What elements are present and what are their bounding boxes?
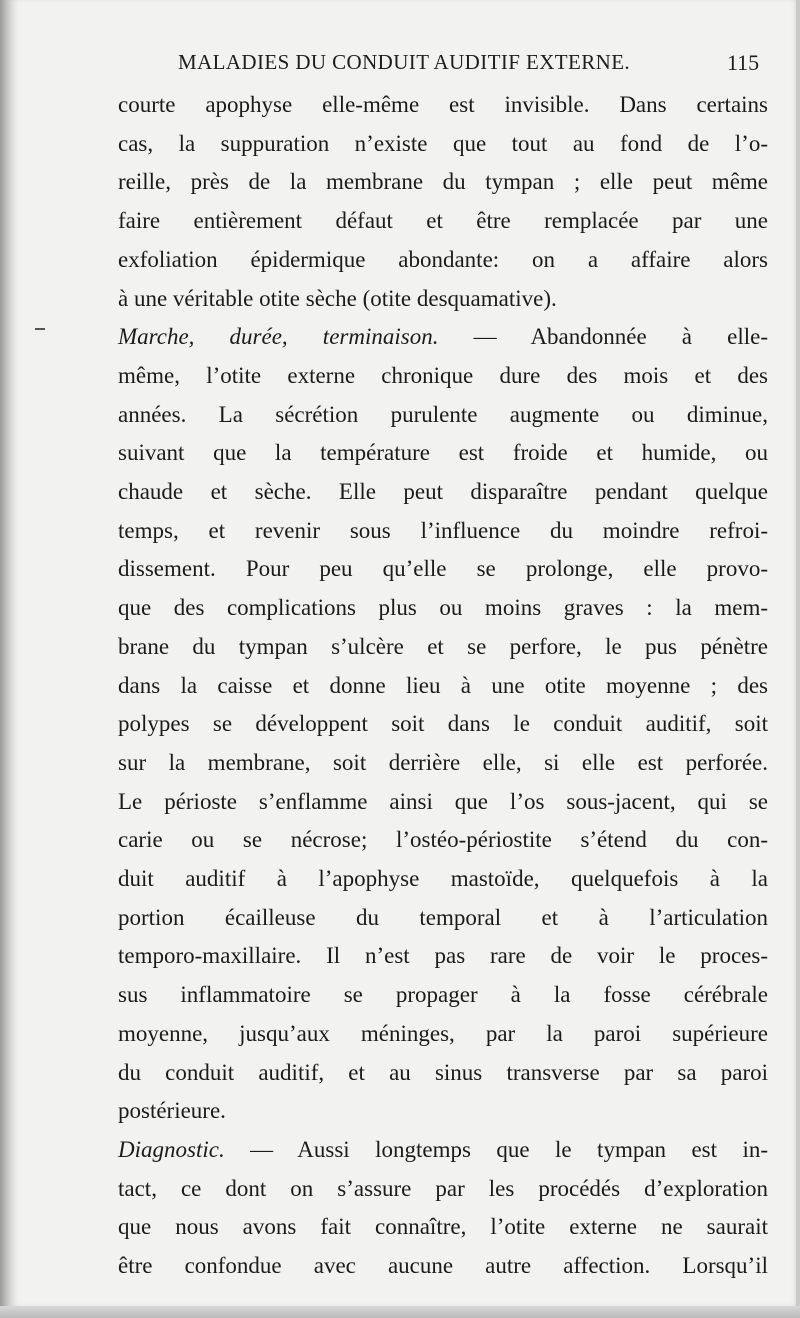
page-left-edge <box>0 0 10 1318</box>
text-span: — Aussi longtemps que le tympan est in- <box>224 1136 768 1162</box>
text-line: dans la caisse et donne lieu à une otite moyenne ; des <box>118 672 768 698</box>
text-line: dissement. Pour peu qu’elle se prolonge, elle provo- <box>118 556 768 582</box>
paragraph-marche <box>118 318 768 356</box>
text-line: portion écailleuse du temporal et à l’articulation <box>118 904 768 930</box>
text-line: cas, la suppuration n’existe que tout au fond de l’o- <box>118 130 768 156</box>
text-line: temporo-maxillaire. Il n’est pas rare de voir le proces- <box>118 943 768 969</box>
text-line: sus inflammatoire se propager à la fosse cérébrale <box>118 982 768 1008</box>
text-line: que des complications plus ou moins graves : la mem- <box>118 595 768 621</box>
text-line: Le périoste s’enflamme ainsi que l’os sous-jacent, qui se <box>118 788 768 814</box>
running-title: MALADIES DU CONDUIT AUDITIF EXTERNE. <box>178 50 631 74</box>
text-line: carie ou se nécrose; l’ostéo-périostite s’étend du con- <box>118 827 768 853</box>
section-heading-marche: Marche, durée, terminaison. <box>118 324 439 350</box>
text-line: temps, et revenir sous l’influence du moindre refroi- <box>118 517 768 543</box>
text-line: sur la membrane, soit derrière elle, si elle est perforée. <box>118 749 768 775</box>
running-header <box>0 42 800 82</box>
text-line: polypes se développent soit dans le conduit auditif, soit <box>118 711 768 737</box>
text-line: être confondue avec aucune autre affection. Lorsqu’il <box>118 1253 768 1278</box>
text-line: que nous avons fait connaître, l’otite externe ne saurait <box>118 1214 768 1240</box>
section-heading-diagnostic: Diagnostic. <box>118 1136 225 1162</box>
text-line: chaude et sèche. Elle peut disparaître pendant quelque <box>118 479 768 504</box>
text-line: même, l’otite externe chronique dure des mois et des <box>118 362 768 388</box>
text-line: suivant que la température est froide et humide, ou <box>118 440 768 466</box>
text-line: duit auditif à l’apophyse mastoïde, quelquefois à la <box>118 866 768 891</box>
paragraph-diagnostic <box>118 1131 768 1169</box>
text-line: moyenne, jusqu’aux méninges, par la paroi supérieure <box>118 1020 768 1046</box>
text-line: reille, près de la membrane du tympan ; elle peut même <box>118 169 768 195</box>
page-number: 115 <box>727 50 760 75</box>
page-bottom-edge <box>0 1306 800 1318</box>
text-line: courte apophyse elle-même est invisible. Dans certains <box>118 92 768 117</box>
text-line: postérieure. <box>118 1098 226 1124</box>
text-line: brane du tympan s’ulcère et se perfore, le pus pénètre <box>118 633 768 659</box>
text-line: années. La sécrétion purulente augmente ou diminue, <box>118 401 768 427</box>
text-span: — Abandonnée à elle- <box>438 324 769 350</box>
text-line: à une véritable otite sèche (otite desquamative). <box>118 285 557 311</box>
text-line: tact, ce dont on s’assure par les procédés d’exploration <box>118 1175 768 1201</box>
margin-mark <box>35 328 45 330</box>
text-line: exfoliation épidermique abondante: on a affaire alors <box>118 246 768 272</box>
text-line: du conduit auditif, et au sinus transverse par sa paroi <box>118 1059 768 1085</box>
text-line: faire entièrement défaut et être remplacée par une <box>118 208 768 234</box>
